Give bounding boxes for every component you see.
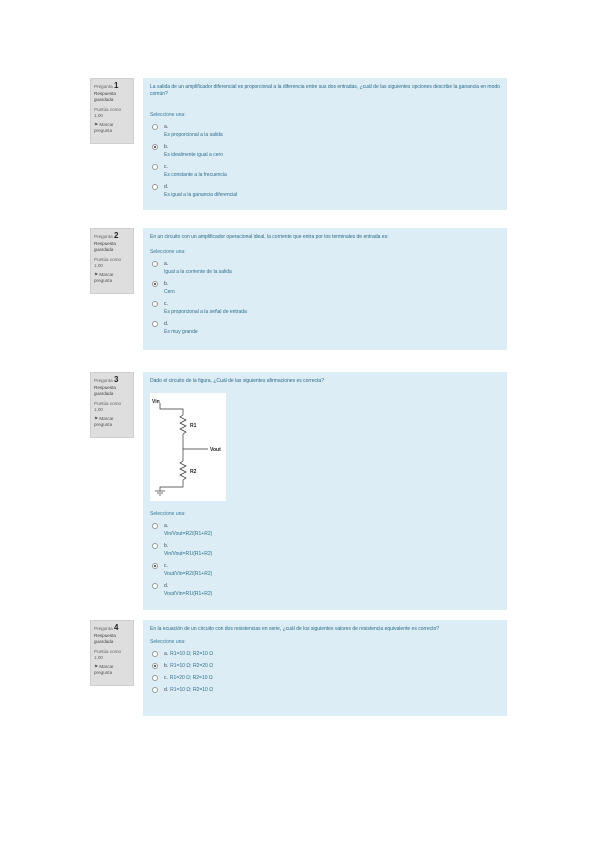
answer-option-c[interactable]: c. Es constante a la frecuencia xyxy=(150,164,500,178)
radio-button[interactable] xyxy=(152,687,158,693)
question-status: Respuesta guardada xyxy=(94,633,116,644)
radio-button[interactable] xyxy=(152,321,158,327)
question-content xyxy=(143,372,507,610)
question-number: Pregunta 1 xyxy=(94,81,119,90)
radio-button-selected[interactable] xyxy=(152,281,158,287)
question-text: En la ecuación de un circuito con dos resistencias en serie, ¿cuál de los siguientes valores de resistencia equivalente es correcto? xyxy=(150,626,440,632)
vout-label: Vout xyxy=(210,447,221,453)
flag-icon: ⚑ xyxy=(94,272,99,277)
question-text: La salida de un amplificador diferencial es proporcional a la diferencia entre sus dos entradas, ¿cuál de las siguientes opciones describe la ganancia en modo común? xyxy=(150,84,500,97)
question-info xyxy=(90,620,134,686)
answer-prompt: Seleccione una: xyxy=(150,639,186,645)
flag-question-link[interactable]: ⚑ Marcar pregunta xyxy=(94,122,114,133)
flag-question-link[interactable]: ⚑ Marcar pregunta xyxy=(94,664,114,675)
radio-button[interactable] xyxy=(152,164,158,170)
vin-label: Vin xyxy=(152,399,160,405)
question-info xyxy=(90,228,134,294)
radio-button[interactable] xyxy=(152,523,158,529)
wire xyxy=(160,403,183,415)
radio-button[interactable] xyxy=(152,184,158,190)
answer-option-d[interactable]: d. Es muy grande xyxy=(150,321,500,335)
answer-option-c[interactable]: c. Es proporcional a la señal de entrada xyxy=(150,301,500,315)
question-number: Pregunta 2 xyxy=(94,231,119,240)
question-text: En un circuito con un amplificador operacional ideal, la corriente que entra por los terminales de entrada es: xyxy=(150,234,389,240)
radio-button[interactable] xyxy=(152,301,158,307)
radio-button[interactable] xyxy=(152,583,158,589)
flag-icon: ⚑ xyxy=(94,416,99,421)
radio-button[interactable] xyxy=(152,543,158,549)
question-mark: Puntúa como 1,00 xyxy=(94,649,122,660)
answer-option-b[interactable]: b. R1=10 Ω; R2=20 Ω xyxy=(150,663,500,669)
answer-option-a[interactable]: a. Es proporcional a la salida xyxy=(150,124,500,138)
radio-button[interactable] xyxy=(152,261,158,267)
answer-option-d[interactable]: d. Vout/Vin=R1/(R1+R2) xyxy=(150,583,500,597)
radio-button[interactable] xyxy=(152,651,158,657)
radio-button-selected[interactable] xyxy=(152,144,158,150)
question-status: Respuesta guardada xyxy=(94,385,116,396)
wire xyxy=(160,480,183,491)
radio-button[interactable] xyxy=(152,675,158,681)
answer-prompt: Seleccione una: xyxy=(150,511,186,517)
question-content xyxy=(143,620,507,716)
flag-icon: ⚑ xyxy=(94,664,99,669)
flag-icon: ⚑ xyxy=(94,122,99,127)
answer-prompt: Seleccione una: xyxy=(150,249,186,255)
r2-label: R2 xyxy=(190,469,197,475)
answer-option-c[interactable]: c. R1=20 Ω; R2=10 Ω xyxy=(150,675,500,681)
answer-option-a[interactable]: a. Vin/Vout=R2/(R1+R2) xyxy=(150,523,500,537)
question-number: Pregunta 3 xyxy=(94,375,119,384)
question-text: Dado el circuito de la figura, ¿Cuál de las siguientes afirmaciones es correcta? xyxy=(150,378,324,384)
radio-button-selected[interactable] xyxy=(152,563,158,569)
flag-question-link[interactable]: ⚑ Marcar pregunta xyxy=(94,272,114,283)
question-status: Respuesta guardada xyxy=(94,241,116,252)
question-info xyxy=(90,372,134,438)
answer-option-d[interactable]: d. Es igual a la ganancia diferencial xyxy=(150,184,500,198)
answer-option-b[interactable]: b. Es idealmente igual a cero xyxy=(150,144,500,158)
question-mark: Puntúa como 1,00 xyxy=(94,107,122,118)
flag-question-link[interactable]: ⚑ Marcar pregunta xyxy=(94,416,114,427)
answer-option-a[interactable]: a. R1=10 Ω; R2=10 Ω xyxy=(150,651,500,657)
answer-option-a[interactable]: a. Igual a la corriente de la salida xyxy=(150,261,500,275)
answer-option-d[interactable]: d. R1=10 Ω; R2=10 Ω xyxy=(150,687,500,693)
answer-option-b[interactable]: b. Cero xyxy=(150,281,500,295)
question-mark: Puntúa como 1,00 xyxy=(94,257,122,268)
radio-button[interactable] xyxy=(152,124,158,130)
question-number: Pregunta 4 xyxy=(94,623,119,632)
answer-option-c[interactable]: c. Vout/Vin=R2/(R1+R2) xyxy=(150,563,500,577)
radio-button-selected[interactable] xyxy=(152,663,158,669)
question-content xyxy=(143,228,507,350)
resistor-r2 xyxy=(180,461,186,480)
answer-prompt: Seleccione una: xyxy=(150,112,186,118)
question-status: Respuesta guardada xyxy=(94,91,116,102)
question-info xyxy=(90,78,134,144)
question-mark: Puntúa como 1,00 xyxy=(94,401,122,412)
resistor-r1 xyxy=(180,415,186,434)
question-content xyxy=(143,78,507,210)
answer-option-b[interactable]: b. Vin/Vout=R1/(R1+R2) xyxy=(150,543,500,557)
circuit-diagram xyxy=(150,393,226,501)
ground-icon xyxy=(155,491,165,495)
r1-label: R1 xyxy=(190,423,197,429)
